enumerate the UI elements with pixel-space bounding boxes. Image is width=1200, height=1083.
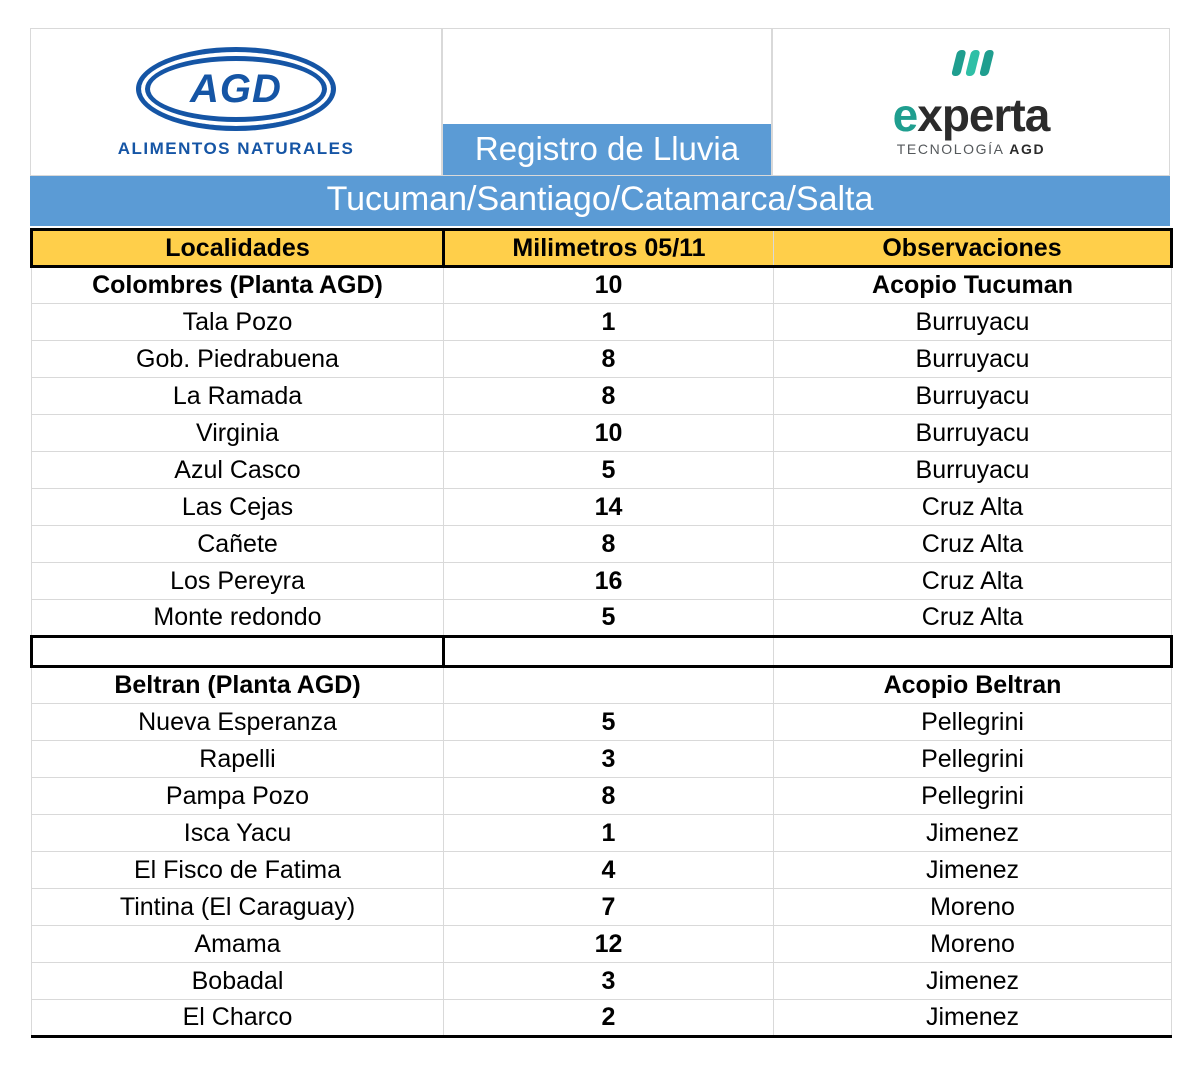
cell-observacion: Burruyacu [774, 304, 1172, 341]
table-row [32, 926, 1172, 963]
table-row [32, 1000, 1172, 1037]
table-row [32, 704, 1172, 741]
table-row [32, 963, 1172, 1000]
cell-milimetros: 3 [444, 741, 774, 778]
cell-milimetros: 5 [444, 452, 774, 489]
cell-milimetros: 1 [444, 304, 774, 341]
cell-localidad: Tintina (El Caraguay) [32, 889, 444, 926]
column-header-observaciones: Observaciones [774, 230, 1172, 267]
column-header-localidades: Localidades [32, 230, 444, 267]
table-row [32, 889, 1172, 926]
cell-observacion: Jimenez [774, 963, 1172, 1000]
cell-localidad: Los Pereyra [32, 563, 444, 600]
cell-localidad: Nueva Esperanza [32, 704, 444, 741]
cell-milimetros: 8 [444, 526, 774, 563]
table-row [32, 341, 1172, 378]
agd-logo-tagline: ALIMENTOS NATURALES [117, 139, 355, 158]
report-title: Registro de Lluvia [443, 124, 771, 175]
table-spacer-row [32, 637, 1172, 667]
cell-milimetros: 10 [444, 415, 774, 452]
cell-localidad: Rapelli [32, 741, 444, 778]
table-row [32, 452, 1172, 489]
cell-observacion: Acopio Beltran [774, 667, 1172, 704]
rainfall-table [30, 228, 1173, 1038]
cell-localidad: Amama [32, 926, 444, 963]
cell-localidad: Bobadal [32, 963, 444, 1000]
table-row [32, 815, 1172, 852]
cell-localidad: Cañete [32, 526, 444, 563]
cell-milimetros: 5 [444, 704, 774, 741]
cell-milimetros: 7 [444, 889, 774, 926]
cell-observacion: Moreno [774, 889, 1172, 926]
cell-localidad: Pampa Pozo [32, 778, 444, 815]
cell-localidad: La Ramada [32, 378, 444, 415]
experta-logo-wordmark: experta [892, 89, 1050, 141]
cell-observacion: Burruyacu [774, 415, 1172, 452]
report-header [30, 28, 1170, 176]
cell-milimetros: 3 [444, 963, 774, 1000]
table-row [32, 378, 1172, 415]
cell-milimetros: 2 [444, 1000, 774, 1037]
cell-observacion: Burruyacu [774, 378, 1172, 415]
agd-logo-text: AGD [190, 67, 282, 111]
cell-milimetros: 14 [444, 489, 774, 526]
cell-localidad: Las Cejas [32, 489, 444, 526]
table-row [32, 741, 1172, 778]
cell-milimetros: 8 [444, 341, 774, 378]
cell-observacion: Pellegrini [774, 741, 1172, 778]
cell-observacion: Jimenez [774, 852, 1172, 889]
report-title-cell [442, 28, 772, 176]
cell-observacion: Burruyacu [774, 452, 1172, 489]
table-header-row [32, 230, 1172, 267]
table-row [32, 778, 1172, 815]
cell-observacion: Cruz Alta [774, 563, 1172, 600]
table-row [32, 667, 1172, 704]
cell-observacion: Cruz Alta [774, 489, 1172, 526]
table-row [32, 563, 1172, 600]
experta-logo-tagline: TECNOLOGÍA AGD [896, 141, 1046, 157]
table-row [32, 489, 1172, 526]
cell-localidad: El Fisco de Fatima [32, 852, 444, 889]
experta-logo [772, 28, 1170, 176]
cell-observacion: Cruz Alta [774, 600, 1172, 637]
cell-observacion: Cruz Alta [774, 526, 1172, 563]
table-row [32, 304, 1172, 341]
cell-milimetros: 8 [444, 778, 774, 815]
cell-localidad: Colombres (Planta AGD) [32, 267, 444, 304]
table-row [32, 415, 1172, 452]
cell-observacion: Pellegrini [774, 704, 1172, 741]
cell-milimetros: 16 [444, 563, 774, 600]
cell-localidad: Azul Casco [32, 452, 444, 489]
cell-observacion: Moreno [774, 926, 1172, 963]
cell-observacion: Burruyacu [774, 341, 1172, 378]
cell-observacion: Pellegrini [774, 778, 1172, 815]
cell-milimetros [444, 667, 774, 704]
cell-observacion: Acopio Tucuman [774, 267, 1172, 304]
cell-milimetros: 12 [444, 926, 774, 963]
table-row [32, 267, 1172, 304]
cell-milimetros: 4 [444, 852, 774, 889]
cell-localidad: Tala Pozo [32, 304, 444, 341]
agd-logo-mark [136, 47, 336, 131]
cell-milimetros: 10 [444, 267, 774, 304]
cell-localidad: Gob. Piedrabuena [32, 341, 444, 378]
region-subtitle: Tucuman/Santiago/Catamarca/Salta [30, 176, 1170, 226]
cell-localidad [32, 637, 444, 667]
cell-milimetros: 1 [444, 815, 774, 852]
column-header-milimetros: Milimetros 05/11 [444, 230, 774, 267]
cell-milimetros [444, 637, 774, 667]
table-row [32, 526, 1172, 563]
table-row [32, 852, 1172, 889]
cell-localidad: Monte redondo [32, 600, 444, 637]
cell-milimetros: 5 [444, 600, 774, 637]
cell-milimetros: 8 [444, 378, 774, 415]
experta-logo-icon [893, 48, 1050, 90]
cell-localidad: El Charco [32, 1000, 444, 1037]
cell-localidad: Beltran (Planta AGD) [32, 667, 444, 704]
table-row [32, 600, 1172, 637]
cell-localidad: Virginia [32, 415, 444, 452]
experta-word-rest: xperta [917, 89, 1050, 141]
cell-observacion: Jimenez [774, 1000, 1172, 1037]
cell-observacion: Jimenez [774, 815, 1172, 852]
agd-logo [30, 28, 442, 176]
cell-observacion [774, 637, 1172, 667]
cell-localidad: Isca Yacu [32, 815, 444, 852]
